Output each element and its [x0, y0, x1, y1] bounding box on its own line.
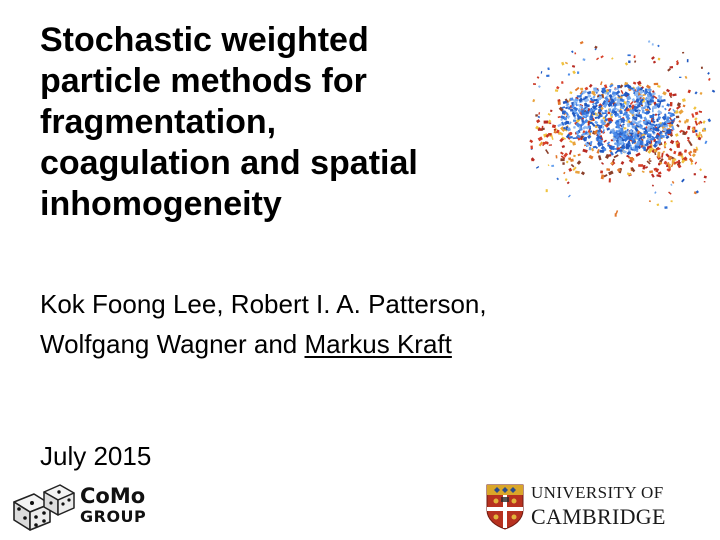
dice-icon [10, 482, 76, 532]
particle [600, 119, 603, 123]
particle [547, 67, 549, 70]
particle [675, 133, 679, 137]
particle [658, 163, 660, 166]
particle [604, 110, 607, 113]
particle [561, 81, 564, 84]
particle [666, 164, 668, 167]
particle [538, 116, 541, 119]
particle [708, 78, 711, 81]
particle [632, 125, 635, 128]
title-line: Stochastic weighted [40, 21, 369, 59]
particle [654, 191, 656, 194]
particle [548, 113, 551, 116]
particle [698, 132, 701, 137]
particle [634, 60, 636, 63]
particle [589, 84, 593, 88]
particle [577, 95, 582, 97]
particle [609, 178, 611, 182]
particle [592, 95, 595, 98]
particle [549, 144, 552, 146]
particle [614, 154, 619, 158]
como-group-logo [10, 482, 180, 532]
particle [600, 81, 603, 85]
particle [578, 153, 581, 156]
particle [621, 161, 625, 165]
particle [607, 141, 610, 144]
particle [572, 70, 576, 74]
particle [572, 65, 575, 68]
particle [538, 112, 540, 115]
particle [614, 97, 616, 101]
particle [619, 120, 621, 124]
particle [621, 94, 625, 96]
particle [575, 103, 578, 106]
particle [638, 164, 643, 167]
particle [565, 107, 567, 109]
particle [551, 165, 554, 167]
particle [661, 153, 664, 158]
cambridge-shield-icon [486, 484, 524, 530]
particle [678, 109, 683, 114]
particle [651, 174, 655, 178]
particle [587, 135, 591, 139]
particle [557, 123, 562, 127]
particle [577, 71, 579, 73]
particle [618, 150, 623, 152]
particle [629, 130, 632, 132]
particle [684, 149, 687, 153]
particle [663, 151, 666, 153]
particle [556, 155, 558, 158]
particle [628, 151, 631, 154]
particle [669, 93, 672, 96]
particle [654, 152, 656, 155]
particle [649, 115, 654, 119]
particle [565, 178, 568, 181]
particle [605, 148, 607, 151]
particle [551, 135, 554, 140]
particle [608, 108, 611, 112]
particle [648, 40, 651, 43]
particle [694, 91, 697, 94]
particle [649, 148, 653, 151]
particle [617, 85, 620, 88]
particle [562, 106, 566, 109]
particle [662, 106, 664, 108]
particle [561, 62, 564, 66]
particle [577, 160, 582, 165]
particle [693, 149, 697, 153]
particle [601, 174, 605, 179]
particle [587, 91, 591, 95]
particle [562, 162, 564, 165]
particle [689, 158, 694, 163]
particle [658, 137, 661, 142]
particle [602, 126, 604, 129]
particle [668, 108, 671, 112]
particle [653, 105, 658, 109]
particle [570, 109, 573, 112]
particle [628, 60, 631, 63]
particle [664, 108, 667, 111]
group-logo-text: GROUP [80, 507, 147, 526]
particle [620, 98, 623, 101]
particle [597, 130, 600, 133]
particle [688, 89, 691, 93]
particle [626, 102, 629, 107]
particle [615, 213, 617, 216]
particle [568, 168, 572, 172]
particle [569, 136, 573, 138]
particle [582, 58, 585, 61]
particle [683, 104, 686, 107]
particle [639, 84, 642, 86]
particle [596, 57, 599, 60]
particle [699, 168, 702, 171]
particle [544, 121, 549, 124]
particle [571, 50, 574, 53]
particle [565, 121, 569, 125]
particle [538, 128, 542, 131]
particle [682, 132, 686, 136]
particle [568, 73, 571, 76]
particle [601, 162, 604, 165]
university-of-text: UNIVERSITY OF [531, 483, 664, 502]
particle [672, 181, 675, 184]
particle [529, 139, 533, 143]
title-line: particle methods for [40, 62, 367, 100]
particle [662, 91, 667, 95]
particle [552, 124, 556, 128]
particle [606, 168, 610, 171]
particle [584, 103, 587, 107]
particle [700, 92, 703, 95]
particle [594, 121, 598, 125]
particle [562, 110, 565, 114]
title-line: fragmentation, [40, 103, 277, 141]
particle [643, 107, 646, 109]
particle [649, 160, 651, 162]
particle [645, 144, 648, 147]
particle [585, 87, 589, 91]
particle [537, 76, 540, 79]
particle [569, 91, 572, 94]
particle [694, 173, 696, 175]
particle [670, 140, 675, 145]
particle [618, 116, 621, 119]
particle [629, 136, 632, 139]
particle [538, 85, 541, 88]
particle [560, 152, 564, 155]
particle-pile-image [528, 24, 718, 220]
particle [633, 55, 635, 58]
particle [539, 141, 544, 146]
particle [550, 110, 552, 112]
particle [658, 58, 661, 61]
particle [582, 149, 587, 153]
particle [679, 130, 682, 133]
particle [548, 164, 550, 166]
particle [645, 109, 648, 111]
particle [702, 120, 705, 124]
particle [651, 56, 655, 60]
particle [587, 94, 591, 98]
particle [629, 157, 633, 159]
particle [642, 110, 645, 114]
particle [536, 119, 540, 123]
particle [569, 140, 572, 143]
particle [682, 52, 684, 54]
particle [556, 178, 559, 181]
particle [654, 83, 658, 85]
particle [688, 141, 692, 146]
particle [695, 121, 698, 126]
particle [712, 90, 715, 93]
particle [608, 170, 614, 175]
particle [678, 120, 681, 123]
particle [595, 117, 598, 119]
particle [575, 87, 580, 91]
particle [673, 151, 676, 155]
particle [619, 111, 622, 114]
particle [589, 147, 591, 150]
particle [628, 54, 631, 56]
particle [691, 113, 694, 118]
particle [565, 62, 568, 65]
particle [546, 189, 548, 192]
particle [566, 161, 568, 163]
particle [667, 68, 671, 72]
particle [687, 59, 689, 62]
particle [593, 99, 597, 101]
particle [628, 149, 631, 151]
particle [573, 126, 576, 129]
particle [563, 153, 568, 158]
particle [614, 88, 619, 90]
particle [635, 152, 640, 157]
author-list [40, 284, 680, 364]
particle [600, 55, 603, 58]
title-line: inhomogeneity [40, 185, 282, 223]
particle [668, 192, 672, 195]
cambridge-logo [486, 482, 712, 534]
particle [532, 99, 535, 102]
particle [611, 162, 613, 164]
particle [581, 171, 585, 175]
particle [657, 45, 660, 48]
authors-line-1: Kok Foong Lee, Robert I. A. Patterson, [40, 289, 487, 319]
particle [626, 136, 630, 139]
presenting-author: Markus Kraft [304, 329, 452, 359]
particle [621, 90, 624, 94]
particle [609, 89, 612, 93]
particle [704, 140, 707, 144]
particle [704, 181, 706, 183]
particle [616, 130, 621, 132]
particle [669, 129, 672, 134]
cambridge-text: CAMBRIDGE [531, 504, 666, 529]
particle [589, 155, 594, 160]
particle [670, 102, 673, 106]
authors-line-2-text: Wolfgang Wagner and [40, 329, 305, 359]
particle [538, 136, 543, 141]
particle [643, 144, 645, 146]
particle [598, 155, 602, 160]
particle [649, 170, 653, 173]
particle [569, 150, 572, 155]
particle [625, 62, 628, 66]
particle [693, 106, 697, 110]
particle [696, 133, 698, 136]
particle [535, 114, 538, 116]
particle [704, 176, 707, 179]
particle [633, 81, 637, 84]
presentation-date: July 2015 [40, 441, 152, 471]
particle [672, 158, 676, 160]
particle [687, 126, 691, 130]
particle [573, 137, 578, 139]
particle [656, 119, 658, 122]
particle [562, 145, 565, 148]
particle [705, 128, 706, 130]
particle [629, 105, 632, 108]
particle [700, 134, 703, 138]
particle [580, 41, 584, 44]
particle [695, 162, 698, 165]
particle [657, 204, 660, 206]
authors-line-2 [40, 324, 680, 364]
particle [533, 83, 536, 85]
particle [692, 153, 696, 157]
particle [556, 86, 559, 89]
particle [690, 162, 693, 165]
particle [676, 124, 680, 128]
particle [708, 118, 712, 122]
particle [677, 102, 681, 106]
particle [701, 67, 703, 69]
slide-title [40, 20, 520, 225]
particle [530, 146, 533, 150]
particle [707, 72, 710, 75]
particle [545, 149, 549, 154]
particle [669, 66, 673, 69]
particle [642, 171, 645, 173]
particle [581, 119, 584, 123]
particle [682, 98, 686, 102]
particle [676, 116, 679, 119]
particle [635, 92, 639, 96]
particle [671, 200, 673, 202]
particle [571, 164, 575, 168]
particle [546, 75, 549, 77]
particle [699, 111, 703, 113]
particle [564, 117, 567, 120]
particle [558, 116, 561, 118]
particle [604, 114, 608, 119]
particle [575, 171, 580, 174]
particle [572, 141, 576, 145]
particle [607, 92, 610, 95]
particle [666, 89, 670, 93]
particle [568, 195, 571, 198]
particle [600, 170, 603, 173]
como-logo-text: CoMo [80, 484, 146, 508]
particle [685, 76, 688, 79]
particle [679, 152, 682, 155]
particle [645, 89, 648, 93]
particle [666, 103, 670, 107]
particle [665, 134, 667, 136]
particle [590, 130, 593, 132]
particle [536, 166, 539, 169]
particle [664, 206, 667, 209]
particle [649, 200, 651, 202]
particle [653, 61, 656, 64]
particle [643, 146, 646, 151]
particle [555, 89, 558, 92]
particle [574, 52, 576, 54]
particle [573, 155, 576, 158]
particle [588, 125, 591, 128]
particle [603, 140, 607, 143]
particle [678, 160, 680, 164]
title-line: coagulation and spatial [40, 144, 418, 182]
particle [549, 123, 551, 125]
particle [670, 184, 672, 186]
particle [567, 181, 570, 184]
particle [592, 113, 595, 115]
particle [616, 124, 620, 128]
particle [611, 57, 613, 59]
particle [573, 120, 576, 122]
particle [694, 117, 698, 121]
particle [658, 171, 662, 175]
particle [672, 93, 676, 96]
particle [695, 112, 699, 116]
particle [695, 130, 698, 133]
particle [554, 129, 556, 131]
particle [655, 113, 658, 116]
particle [657, 110, 662, 115]
particle [657, 85, 661, 88]
particle [541, 71, 543, 74]
particle [681, 179, 685, 183]
particle [563, 172, 565, 175]
particle [679, 77, 681, 78]
particle [677, 144, 680, 148]
particle [652, 184, 654, 186]
particle [580, 88, 583, 91]
particle [652, 43, 654, 45]
